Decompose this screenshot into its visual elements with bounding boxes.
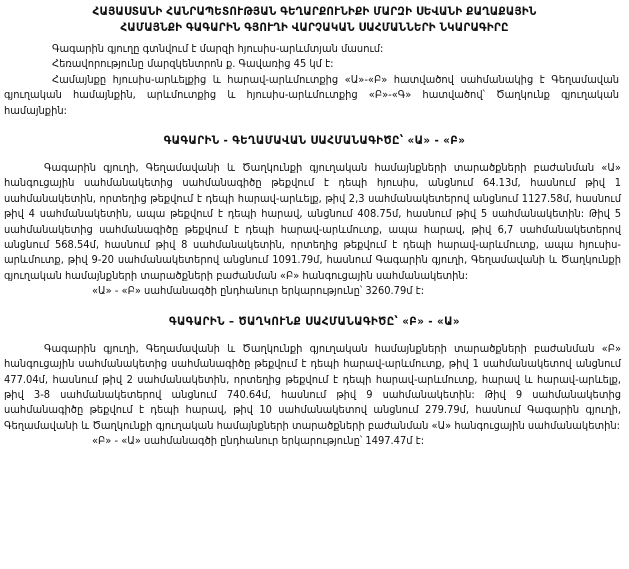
section-total-a-b: «Ա» - «Բ» սահմանագծի ընդհանուր երկարությունը՝ 3260.79մ է: (92, 284, 425, 298)
intro-block (4, 41, 619, 118)
section-paragraph-a-b: Գագարին գյուղի, Գեղամավանի և Ծաղկունքի գյուղական համայնքների տարածքների բաժանման «Ա» հանգուցային սահմանակետից սահմանագիծը թեքվում է դեպի հյուսիս, անցնում 64.13մ, հասնում թիվ 1 սահմանակետին, որտեղից թեքվում է դեպի հարավ-արևելք, թիվ 2,3 սահմանակետերով անցնում 1127.58մ, հասնում թիվ 4 սահմանակետին, ապա թեքվում է դեպի հարավ, անցնում 408.75մ, հասնում թիվ 5 սահմանակետին: Թիվ 5 սահմանակետից սահմանագիծը թեքվում է դեպի հարավ-արևմուտք, ապա հարավ, թիվ 6,7 սահմանակետերով անցնում 568.54մ, հասնում թիվ 8 սահմանակետին, որտեղից թեքվում է դեպի հարավ-արևմուտք, ապա հյուսիս-արևմուտք, թիվ 9-20 սահմանակետերով անցնում 1091.79մ, հասնում Գագարին գյուղի, Գեղամավանի և Ծաղկունքի գյուղական համայնքների տարածքների բաժանման «Բ» հանգուցային սահմանակետին: (4, 161, 621, 282)
intro-paragraph-location: Գագարին գյուղը գտնվում է մարզի հյուսիս-արևմտյան մասում: (52, 42, 384, 55)
section-total-b-a: «Բ» - «Ա» սահմանագծի ընդհանուր երկարությունը՝ 1497.47մ է: (92, 434, 425, 448)
section-body-a-b (4, 160, 621, 299)
document-title (10, 3, 619, 35)
intro-paragraph-neighbors: Համայնքը հյուսիս-արևելքից և հարավ-արևմուտքից «Ա»-«Բ» հատվածով սահմանակից է Գեղամավան գյուղական համայնքին, արևմուտքից և հյուսիս-արևմուտքից «Բ»-«Գ» հատվածով՝ Ծաղկունք գյուղական համայնքին: (4, 72, 619, 117)
section-heading-b-a: ԳԱԳԱՐԻՆ – ԾԱՂԿՈՒՆՔ ՍԱՀՄԱՆԱԳԻԾԸ՝ «Բ» - «Ա» (169, 313, 460, 328)
section-heading-a-b: ԳԱԳԱՐԻՆ - ԳԵՂԱՄԱՎԱՆ ՍԱՀՄԱՆԱԳԻԾԸ՝ «Ա» - «Բ» (163, 133, 466, 148)
section-body-b-a (4, 341, 621, 449)
title-line-2: ՀԱՄԱՅՆՔԻ ԳԱԳԱՐԻՆ ԳՅՈՒՂԻ ՎԱՐՉԱԿԱՆ ՍԱՀՄԱՆՆԵՐԻ ՆԿԱՐԱԳԻՐԸ (120, 20, 509, 34)
intro-paragraph-distance: Հեռավորությունը մարզկենտրոն ք. Գավառից 45 կմ է: (52, 57, 334, 71)
section-paragraph-b-a: Գագարին գյուղի, Գեղամավանի և Ծաղկունքի գյուղական համայնքների տարածքների բաժանման «Բ» հանգուցային սահմանակետից սահմանագիծը թեքվում է դեպի հարավ-արևմուտք, թիվ 1 սահմանակետով անցնում 477.04մ, հասնում թիվ 2 սահմանակետին, որտեղից թեքվում է դեպի հարավ-արևմուտք, հարավ և հարավ-արևելք, թիվ 3-8 սահմանակետերով անցնում 740.64մ, հասնում թիվ 9 սահմանակետին: Թիվ 9 սահմանակետից սահմանագիծը թեքվում է դեպի հարավ, թիվ 10 սահմանակետով անցնում 279.79մ, հասնում Գագարին գյուղի, Գեղամավանի և Ծաղկունքի գյուղական համայնքների տարածքների բաժանման «Ա» հանգուցային սահմանակետին: (4, 341, 621, 432)
title-line-1: ՀԱՅԱՍՏԱՆԻ ՀԱՆՐԱՊԵՏՈՒԹՅԱՆ ԳԵՂԱՐՔՈՒՆԻՔԻ ՄԱՐԶԻ ՍԵՎԱՆԻ ՔԱՂԱՔԱՅԻՆ (92, 4, 537, 18)
